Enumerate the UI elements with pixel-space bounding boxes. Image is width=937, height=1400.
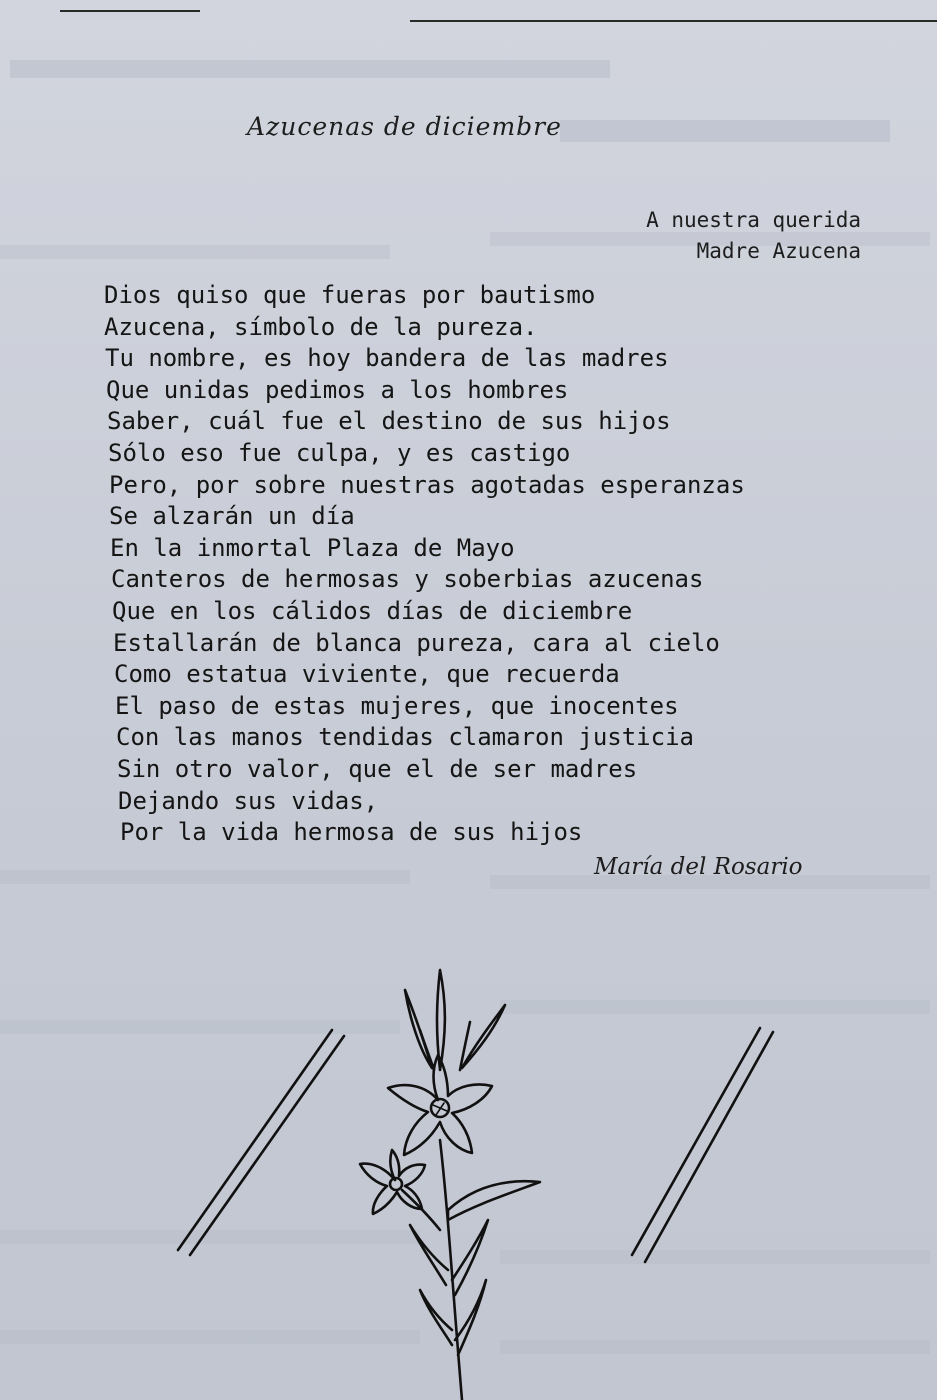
- poem-line: Se alzarán un día: [109, 502, 355, 531]
- dedication: [646, 205, 861, 267]
- lily-flower-illustration: [0, 950, 937, 1400]
- poem-line: Con las manos tendidas clamaron justicia: [116, 723, 694, 752]
- poem-line: En la inmortal Plaza de Mayo: [110, 533, 515, 562]
- left-slash-mark: [178, 1030, 332, 1250]
- right-slash-mark: [645, 1032, 773, 1262]
- poem-line: Pero, por sobre nuestras agotadas esperanzas: [109, 470, 745, 499]
- poem-line: Por la vida hermosa de sus hijos: [120, 818, 583, 847]
- poem-line: Que en los cálidos días de diciembre: [112, 596, 633, 625]
- poem-line: Dios quiso que fueras por bautismo: [104, 281, 596, 309]
- poem-line: Tu nombre, es hoy bandera de las madres: [105, 344, 669, 373]
- right-slash-mark: [632, 1028, 760, 1255]
- poem-line: Estallarán de blanca pureza, cara al cielo: [113, 628, 720, 657]
- author-signature: María del Rosario: [594, 854, 803, 880]
- left-slash-mark: [190, 1036, 344, 1255]
- poem-body: [104, 280, 824, 849]
- poem-line: Canteros de hermosas y soberbias azucenas: [111, 565, 704, 594]
- poem-title: Azucenas de diciembre: [247, 112, 562, 141]
- dedication-line: Madre Azucena: [696, 239, 861, 263]
- poem-line: Azucena, símbolo de la pureza.: [104, 312, 538, 341]
- poem-line: Sólo eso fue culpa, y es castigo: [108, 438, 571, 467]
- poem-line: Saber, cuál fue el destino de sus hijos: [107, 407, 671, 436]
- poem-line: El paso de estas mujeres, que inocentes: [115, 691, 679, 720]
- poem-line: Sin otro valor, que el de ser madres: [117, 754, 638, 783]
- poem-line: Como estatua viviente, que recuerda: [114, 660, 620, 689]
- dedication-line: A nuestra querida: [646, 208, 861, 232]
- poem-line: Dejando sus vidas,: [118, 786, 379, 815]
- poem-line: Que unidas pedimos a los hombres: [106, 375, 569, 404]
